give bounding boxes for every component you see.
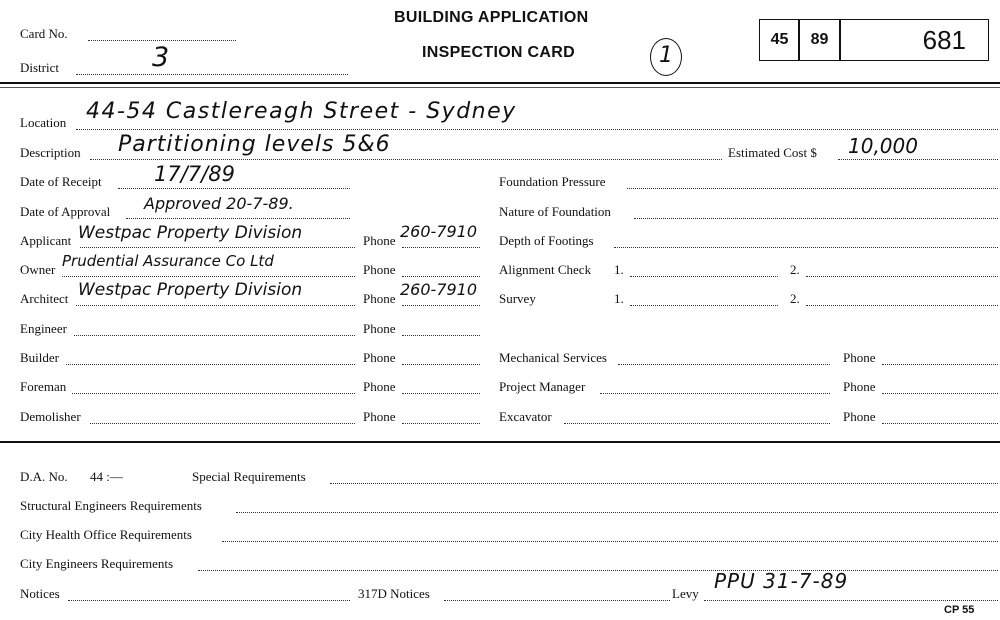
estimated-cost-value: 10,000 [848,134,918,158]
builder-phone-field[interactable] [402,364,480,365]
depth-of-footings-field[interactable] [614,247,998,248]
district-value: 3 [152,42,170,73]
notices-317d-field[interactable] [444,600,670,601]
card-no-field[interactable] [88,40,236,41]
section-divider [0,441,1000,443]
date-of-approval-value: Approved 20-7-89. [144,194,294,213]
circled-number-value: 1 [659,43,673,68]
foreman-field[interactable] [72,393,355,394]
district-field[interactable] [76,74,348,75]
applicant-phone-field[interactable] [402,247,480,248]
date-of-receipt-value: 17/7/89 [154,162,235,186]
survey-num-1: 1. [614,291,624,306]
title-line-1: BUILDING APPLICATION [394,9,589,26]
date-of-receipt-field[interactable] [118,188,350,189]
city-health-label: City Health Office Requirements [20,527,192,542]
architect-phone-label: Phone [363,291,396,306]
estimated-cost-label: Estimated Cost $ [728,145,817,160]
district-label: District [20,60,59,75]
date-of-receipt-label: Date of Receipt [20,174,102,189]
architect-field[interactable] [76,305,355,306]
card-no-label: Card No. [20,26,68,41]
applicant-value: Westpac Property Division [78,223,303,243]
excavator-phone-label: Phone [843,409,876,424]
mechanical-services-field[interactable] [618,364,830,365]
notices-317d-label: 317D Notices [358,586,430,601]
city-engineers-label: City Engineers Requirements [20,556,174,571]
location-field[interactable] [76,129,998,130]
description-value: Partitioning levels 5&6 [118,132,391,157]
da-no-label: D.A. No. [20,469,68,484]
excavator-phone-field[interactable] [882,423,998,424]
owner-phone-field[interactable] [402,276,480,277]
demolisher-phone-label: Phone [363,409,396,424]
project-manager-phone-field[interactable] [882,393,998,394]
box-3: 681 [839,19,989,61]
alignment-check-field-2[interactable] [806,276,998,277]
foreman-label: Foreman [20,379,67,394]
applicant-phone-value: 260-7910 [400,222,478,241]
date-of-approval-label: Date of Approval [20,204,111,219]
location-label: Location [20,115,67,130]
alignment-check-num-1: 1. [614,262,624,277]
excavator-field[interactable] [564,423,830,424]
alignment-check-field-1[interactable] [630,276,778,277]
levy-field[interactable] [704,600,998,601]
header-divider [0,82,1000,84]
da-no-value: 44 :— [90,469,123,484]
project-manager-field[interactable] [600,393,830,394]
mechanical-services-phone-field[interactable] [882,364,998,365]
location-value: 44-54 Castlereagh Street - Sydney [86,99,517,124]
date-of-approval-field[interactable] [126,218,350,219]
builder-phone-label: Phone [363,350,396,365]
nature-of-foundation-label: Nature of Foundation [499,204,611,219]
owner-label: Owner [20,262,56,277]
form-code: CP 55 [944,604,975,616]
applicant-phone-label: Phone [363,233,396,248]
structural-engineers-label: Structural Engineers Requirements [20,498,202,513]
depth-of-footings-label: Depth of Footings [499,233,594,248]
builder-field[interactable] [66,364,355,365]
notices-field[interactable] [68,600,350,601]
owner-field[interactable] [62,276,355,277]
engineer-phone-field[interactable] [402,335,480,336]
owner-phone-label: Phone [363,262,396,277]
nature-of-foundation-field[interactable] [634,218,998,219]
demolisher-field[interactable] [90,423,355,424]
box-1: 45 [759,19,800,61]
alignment-check-num-2: 2. [790,262,800,277]
structural-engineers-field[interactable] [236,512,998,513]
alignment-check-label: Alignment Check [499,262,592,277]
project-manager-phone-label: Phone [843,379,876,394]
demolisher-label: Demolisher [20,409,81,424]
mechanical-services-phone-label: Phone [843,350,876,365]
owner-value: Prudential Assurance Co Ltd [62,252,274,270]
survey-field-2[interactable] [806,305,998,306]
special-requirements-field[interactable] [330,483,998,484]
foreman-phone-label: Phone [363,379,396,394]
header-divider-thin [0,87,1000,88]
levy-value: PPU 31-7-89 [714,569,849,593]
foundation-pressure-label: Foundation Pressure [499,174,606,189]
description-field[interactable] [90,159,722,160]
applicant-field[interactable] [80,247,355,248]
survey-field-1[interactable] [630,305,778,306]
engineer-field[interactable] [74,335,355,336]
applicant-label: Applicant [20,233,72,248]
box-2: 89 [798,19,841,61]
circled-number [650,38,682,76]
foundation-pressure-field[interactable] [627,188,998,189]
special-requirements-label: Special Requirements [192,469,306,484]
city-engineers-field[interactable] [198,570,998,571]
description-label: Description [20,145,81,160]
engineer-label: Engineer [20,321,67,336]
city-health-field[interactable] [222,541,998,542]
survey-label: Survey [499,291,536,306]
project-manager-label: Project Manager [499,379,586,394]
excavator-label: Excavator [499,409,552,424]
builder-label: Builder [20,350,59,365]
architect-phone-value: 260-7910 [400,280,478,299]
estimated-cost-field[interactable] [838,159,998,160]
title-line-2: INSPECTION CARD [422,44,575,61]
architect-value: Westpac Property Division [78,280,303,300]
mechanical-services-label: Mechanical Services [499,350,607,365]
architect-phone-field[interactable] [402,305,480,306]
architect-label: Architect [20,291,69,306]
notices-label: Notices [20,586,60,601]
levy-label: Levy [672,586,699,601]
foreman-phone-field[interactable] [402,393,480,394]
engineer-phone-label: Phone [363,321,396,336]
demolisher-phone-field[interactable] [402,423,480,424]
survey-num-2: 2. [790,291,800,306]
